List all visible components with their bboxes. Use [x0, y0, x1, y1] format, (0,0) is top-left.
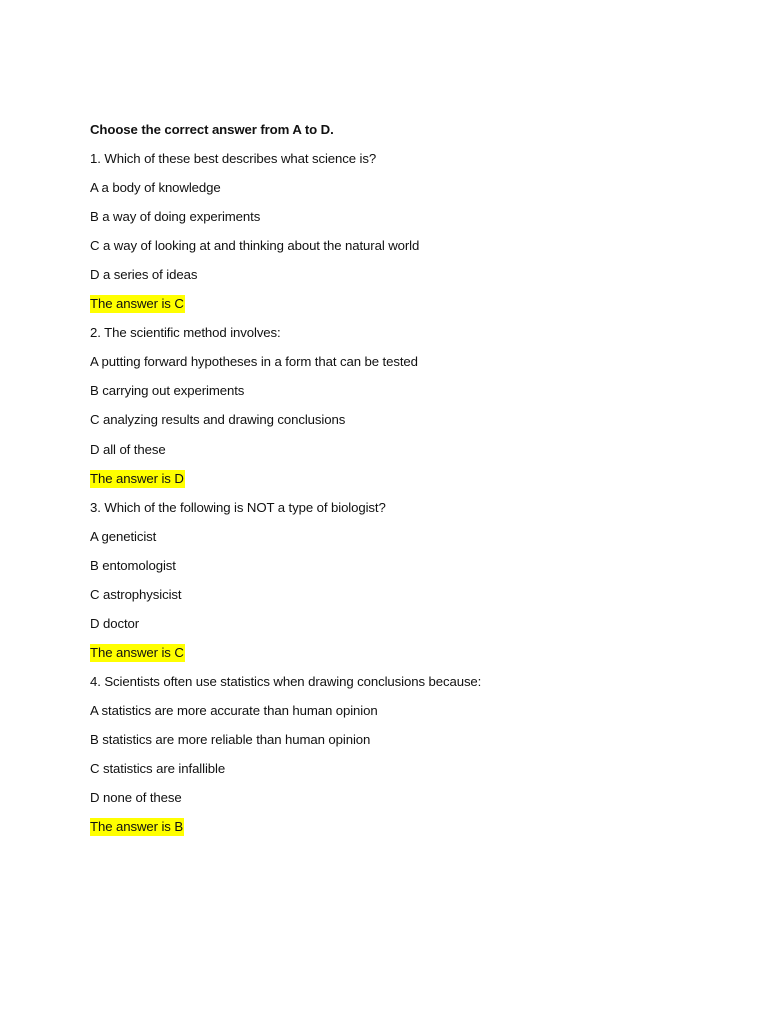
question-2-option-d: D all of these	[90, 441, 166, 457]
question-3-option-a: A geneticist	[90, 528, 157, 544]
question-3-answer	[90, 644, 730, 673]
question-4-prompt: 4. Scientists often use statistics when drawing conclusions because:	[90, 673, 482, 689]
question-3-option-b: B entomologist	[90, 557, 176, 573]
question-4-option-c: C statistics are infallible	[90, 761, 226, 777]
quiz-content	[90, 121, 730, 847]
question-1-option-b: B a way of doing experiments	[90, 209, 261, 225]
question-4-answer	[90, 818, 730, 847]
question-2-option-c: C analyzing results and drawing conclusions	[90, 412, 346, 428]
answer-highlight: The answer is D	[90, 470, 184, 486]
question-2-option-a: A putting forward hypotheses in a form that can be tested	[90, 354, 418, 370]
answer-highlight: The answer is C	[90, 644, 184, 660]
question-2-option-b: B carrying out experiments	[90, 383, 245, 399]
question-4-option-d: D none of these	[90, 790, 182, 806]
question-2-prompt: 2. The scientific method involves:	[90, 325, 281, 341]
question-1-option-d: D a series of ideas	[90, 267, 198, 283]
question-1-prompt: 1. Which of these best describes what science is?	[90, 151, 377, 167]
answer-highlight: The answer is C	[90, 296, 184, 312]
question-1-option-c: C a way of looking at and thinking about the natural world	[90, 238, 420, 254]
instruction-text: Choose the correct answer from A to D.	[90, 122, 334, 137]
question-1-answer	[90, 295, 730, 324]
question-3-option-d: D doctor	[90, 615, 140, 631]
instruction-line	[90, 121, 730, 150]
question-1-option-a: A a body of knowledge	[90, 180, 221, 196]
answer-highlight: The answer is B	[90, 819, 184, 835]
question-4-option-a: A statistics are more accurate than human opinion	[90, 702, 378, 718]
question-3-option-c: C astrophysicist	[90, 586, 182, 602]
question-2-answer	[90, 470, 730, 499]
question-3-prompt: 3. Which of the following is NOT a type of biologist?	[90, 499, 386, 515]
question-4-option-b: B statistics are more reliable than human opinion	[90, 731, 371, 747]
